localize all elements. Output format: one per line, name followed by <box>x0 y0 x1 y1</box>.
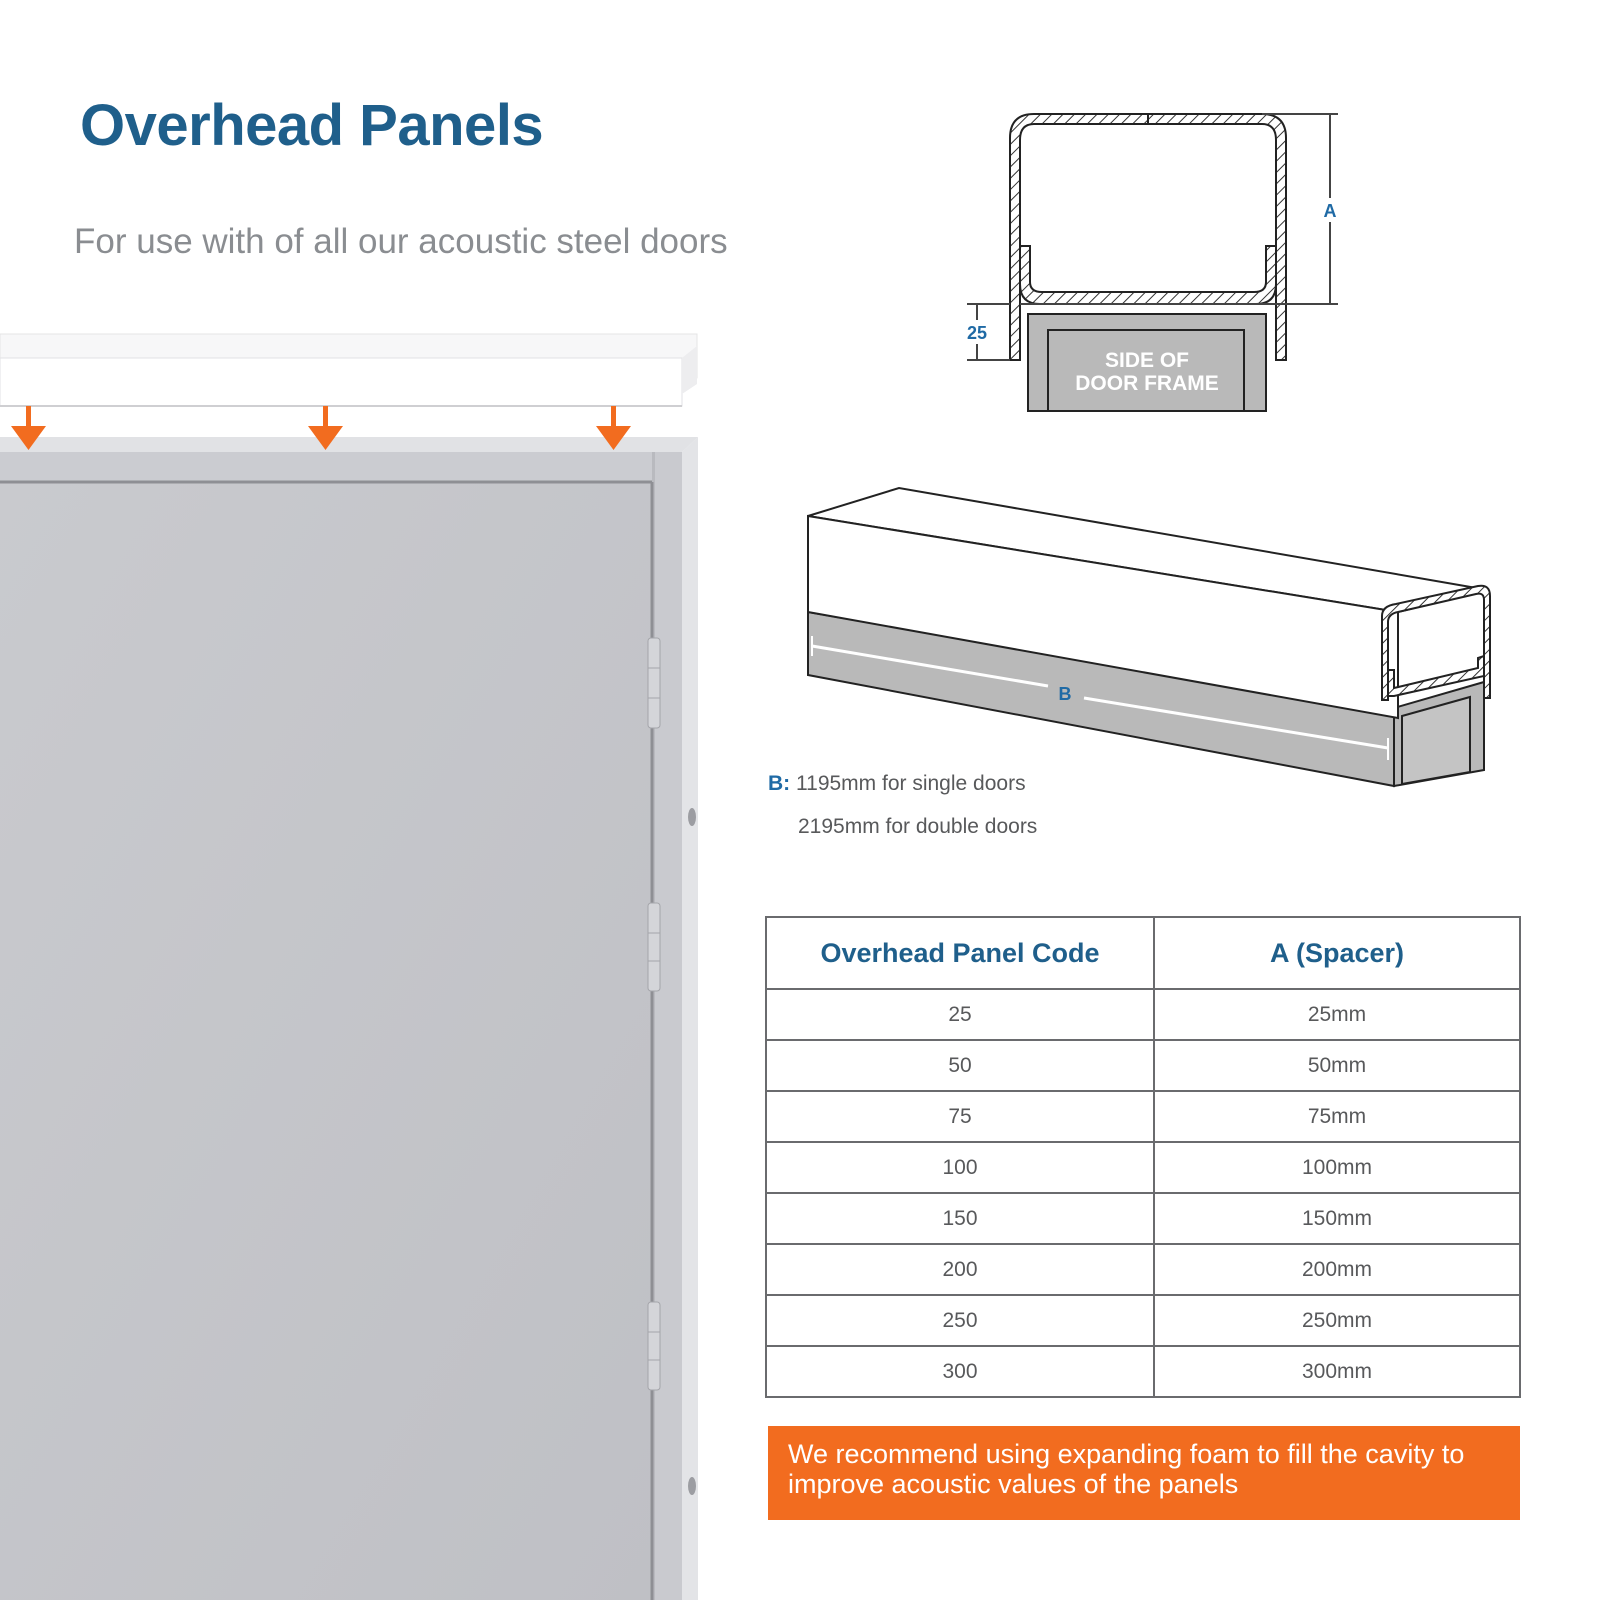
door-frame-head <box>0 437 698 452</box>
door-leaf <box>0 482 652 1600</box>
frame-label-line1: SIDE OF <box>1104 349 1190 372</box>
table-cell-spacer: 250mm <box>1154 1295 1520 1346</box>
table-header-row <box>766 917 1520 989</box>
panel-tray-section <box>1020 246 1276 304</box>
door-frame-jamb <box>682 437 698 1600</box>
table-cell-code: 100 <box>766 1142 1154 1193</box>
isometric-drawing <box>808 488 1490 786</box>
frame-fixing-hole <box>688 1477 696 1495</box>
table-header-spacer: A (Spacer) <box>1154 917 1520 989</box>
table-cell-code: 50 <box>766 1040 1154 1091</box>
table-cell-spacer: 100mm <box>1154 1142 1520 1193</box>
table-header-code: Overhead Panel Code <box>766 917 1154 989</box>
table-cell-code: 300 <box>766 1346 1154 1397</box>
dimension-b-label: B <box>1058 684 1072 704</box>
table-cell-spacer: 300mm <box>1154 1346 1520 1397</box>
hinge <box>648 638 660 728</box>
table-cell-spacer: 150mm <box>1154 1193 1520 1244</box>
frame-fixing-hole <box>688 808 696 826</box>
foam-recommendation-note: We recommend using expanding foam to fill the cavity to improve acoustic values of the panels <box>768 1426 1520 1520</box>
table-cell-code: 25 <box>766 989 1154 1040</box>
table-cell-code: 150 <box>766 1193 1154 1244</box>
table-cell-code: 250 <box>766 1295 1154 1346</box>
table-row <box>766 1193 1520 1244</box>
table-cell-code: 75 <box>766 1091 1154 1142</box>
door-illustration <box>0 334 698 1600</box>
table-cell-code: 200 <box>766 1244 1154 1295</box>
table-row <box>766 1346 1520 1397</box>
table-cell-spacer: 25mm <box>1154 989 1520 1040</box>
dimension-a-label: A <box>1323 201 1337 221</box>
dimension-25-label: 25 <box>966 323 988 343</box>
table-row <box>766 989 1520 1040</box>
dimension-b-note <box>768 762 1037 848</box>
page-subtitle: For use with of all our acoustic steel doors <box>74 222 728 261</box>
b-note-double: 2195mm for double doors <box>798 815 1038 838</box>
b-note-key: B: <box>768 772 791 795</box>
section-drawing <box>962 114 1342 411</box>
table-row <box>766 1244 1520 1295</box>
table-row <box>766 1040 1520 1091</box>
table-cell-spacer: 75mm <box>1154 1091 1520 1142</box>
spacer-table <box>765 916 1521 1398</box>
table-row <box>766 1295 1520 1346</box>
b-note-single: 1195mm for single doors <box>796 772 1026 795</box>
table-row <box>766 1142 1520 1193</box>
table-cell-spacer: 200mm <box>1154 1244 1520 1295</box>
hinge <box>648 1302 660 1390</box>
page-title: Overhead Panels <box>80 93 544 158</box>
overhead-panel-strip <box>0 334 697 406</box>
frame-label-line2: DOOR FRAME <box>1075 372 1219 395</box>
table-row <box>766 1091 1520 1142</box>
table-cell-spacer: 50mm <box>1154 1040 1520 1091</box>
hinge <box>648 903 660 991</box>
